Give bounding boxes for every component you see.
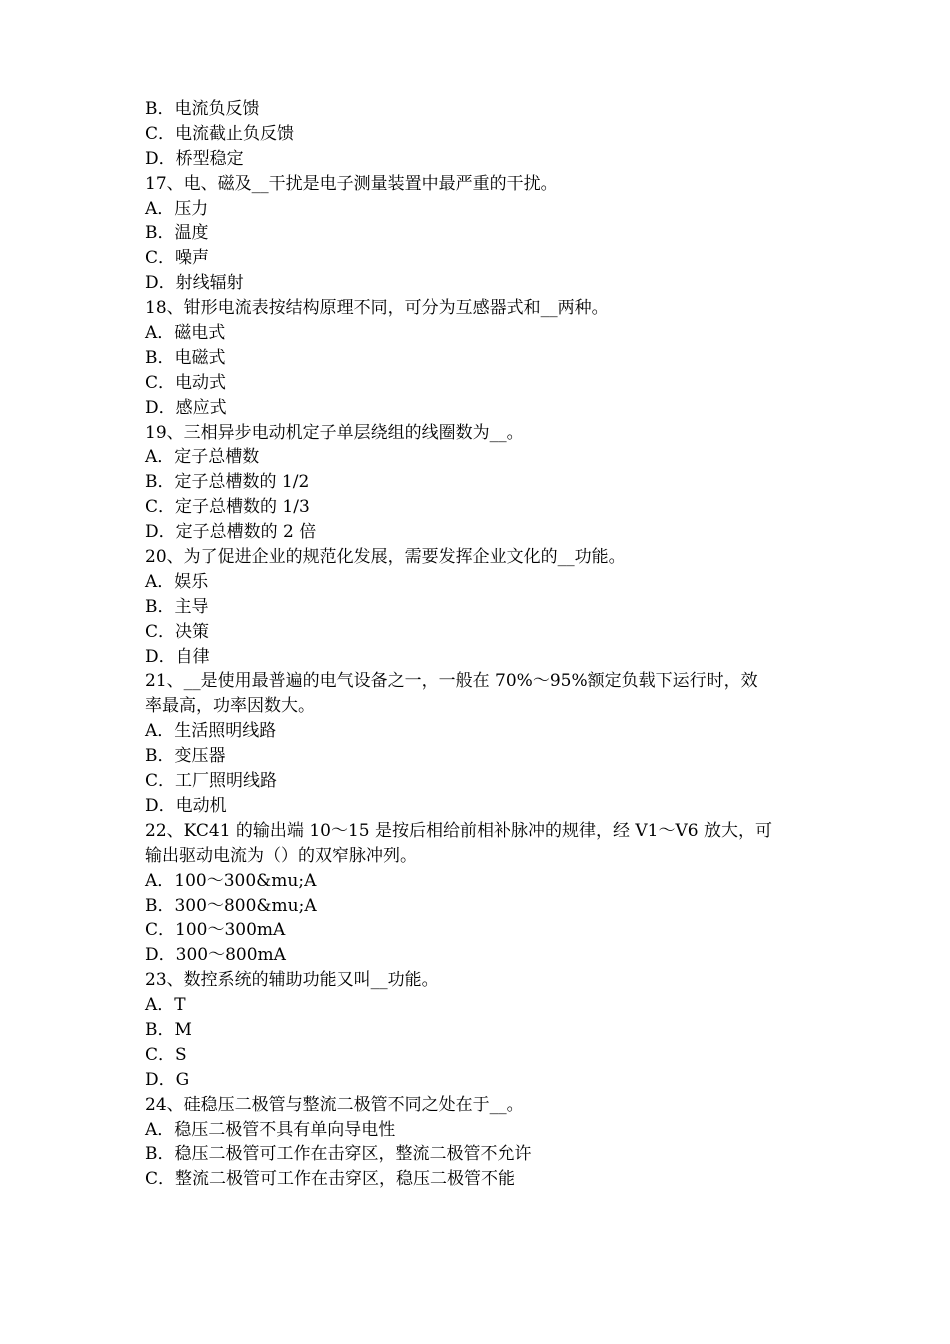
option-b-q16: B．电流负反馈 — [145, 99, 260, 119]
question-18: 18、钳形电流表按结构原理不同，可分为互感器式和__两种。 — [145, 298, 609, 319]
option-b-q21: B．变压器 — [145, 746, 226, 767]
question-21-line-1: 21、__是使用最普遍的电气设备之一，一般在 70%～95%额定负载下运行时，效 — [145, 671, 758, 692]
option-a-q18: A．磁电式 — [145, 323, 226, 344]
option-c-q17: C．噪声 — [145, 248, 210, 269]
option-d-q17: D．射线辐射 — [145, 273, 244, 294]
question-17: 17、电、磁及__干扰是电子测量装置中最严重的干扰。 — [145, 173, 558, 194]
option-d-q23: D．G — [145, 1069, 190, 1090]
option-a-q22: A．100～300&mu;A — [145, 870, 317, 891]
option-d-q21: D．电动机 — [145, 795, 227, 816]
question-21-line-2: 率最高，功率因数大。 — [145, 696, 315, 717]
option-a-q21: A．生活照明线路 — [145, 721, 277, 742]
option-b-q17: B．温度 — [145, 223, 209, 244]
option-d-q22: D．300～800mA — [145, 945, 286, 966]
question-23: 23、数控系统的辅助功能又叫__功能。 — [145, 970, 439, 991]
option-b-q22: B．300～800&mu;A — [145, 895, 317, 916]
option-b-q24: B．稳压二极管可工作在击穿区，整流二极管不允许 — [145, 1144, 532, 1165]
option-c-q19: C．定子总槽数的 1/3 — [145, 497, 310, 518]
option-d-q19: D．定子总槽数的 2 倍 — [145, 522, 317, 543]
question-20: 20、为了促进企业的规范化发展，需要发挥企业文化的__功能。 — [145, 547, 626, 568]
question-19: 19、三相异步电动机定子单层绕组的线圈数为__。 — [145, 422, 524, 443]
option-a-q23: A．T — [145, 995, 186, 1016]
option-c-q21: C．工厂照明线路 — [145, 771, 278, 792]
option-d-q18: D．感应式 — [145, 397, 227, 418]
question-22-line-1: 22、KC41 的输出端 10～15 是按后相给前相补脉冲的规律，经 V1～V6 放大，可 — [145, 820, 772, 841]
option-b-q20: B．主导 — [145, 596, 209, 617]
question-24: 24、硅稳压二极管与整流二极管不同之处在于__。 — [145, 1094, 524, 1115]
option-c-q23: C．S — [145, 1044, 187, 1065]
document-body — [145, 97, 815, 1192]
option-a-q17: A．压力 — [145, 198, 209, 219]
option-d-q16: D．桥型稳定 — [145, 148, 244, 169]
option-a-q20: A．娱乐 — [145, 571, 209, 592]
option-b-q19: B．定子总槽数的 1/2 — [145, 472, 310, 493]
option-b-q23: B．M — [145, 1019, 192, 1040]
option-c-q18: C．电动式 — [145, 372, 227, 393]
option-c-q16: C．电流截止负反馈 — [145, 123, 295, 144]
question-22-line-2: 输出驱动电流为（）的双窄脉冲列。 — [145, 845, 417, 866]
option-b-q18: B．电磁式 — [145, 347, 226, 368]
option-a-q24: A．稳压二极管不具有单向导电性 — [145, 1119, 396, 1140]
option-d-q20: D．自律 — [145, 646, 210, 667]
option-c-q24: C．整流二极管可工作在击穿区，稳压二极管不能 — [145, 1169, 516, 1190]
option-c-q20: C．决策 — [145, 621, 210, 642]
option-c-q22: C．100～300mA — [145, 920, 286, 941]
option-a-q19: A．定子总槽数 — [145, 447, 260, 468]
